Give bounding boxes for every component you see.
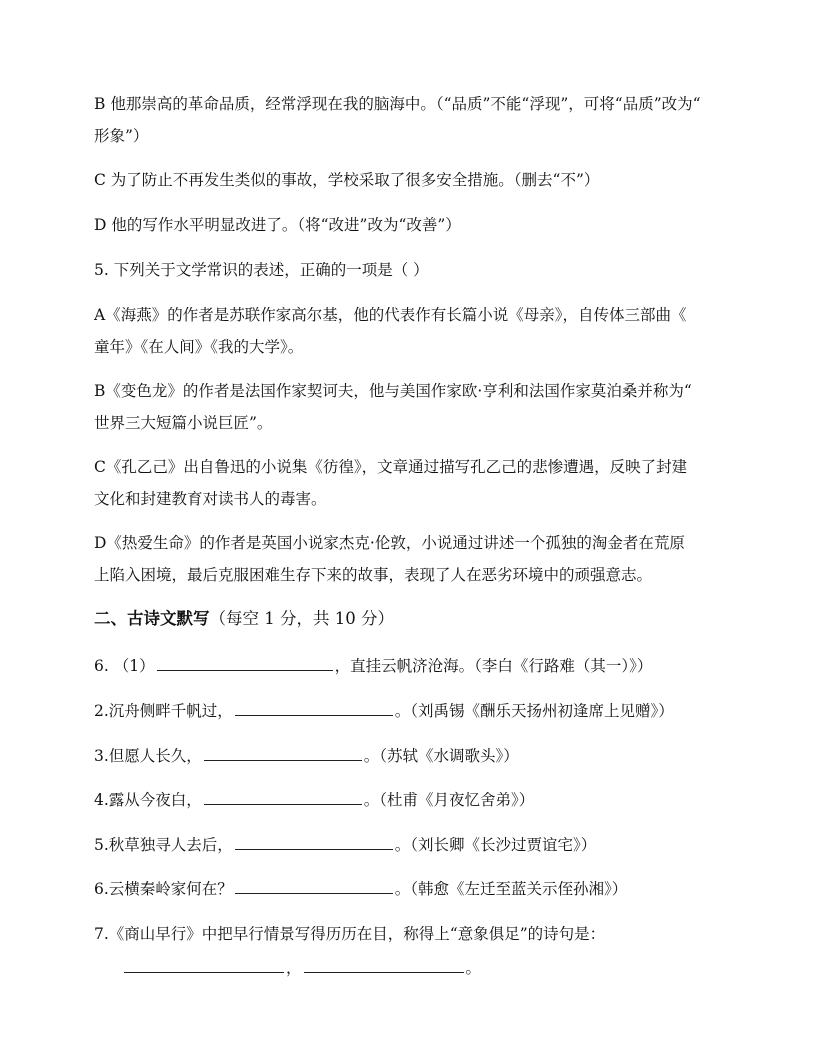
q5-option-a-line2: 童年》《在人间》《我的大学》。 — [94, 338, 304, 356]
answer-blank[interactable] — [235, 699, 393, 716]
q6-item-3-prefix: 3.但愿人长久， — [94, 747, 202, 765]
q4-option-b-line2: 形象”） — [94, 127, 149, 145]
q6-item-5-suffix: 。（刘长卿《长沙过贾谊宅》） — [394, 836, 597, 854]
q5-option-c-line1: C《孔乙己》出自鲁迅的小说集《彷徨》，文章通过描写孔乙己的悲惨遭遇，反映了封建 — [94, 458, 688, 476]
q4-option-d: D 他的写作水平明显改进了。（将“改进”改为“改善”） — [94, 216, 461, 234]
q7-end: 。 — [465, 959, 482, 977]
q7-separator: ， — [286, 959, 302, 977]
q6-item-1-prefix: 6. （1） — [94, 657, 155, 675]
q6-item-1 — [94, 650, 734, 682]
q5-option-b-line1: B《变色龙》的作者是法国作家契诃夫，他与美国作家欧·亨利和法国作家莫泊桑并称为“ — [94, 382, 692, 400]
answer-blank[interactable] — [235, 877, 393, 894]
q6-item-5-prefix: 5.秋草独寻人去后， — [94, 836, 233, 854]
answer-blank[interactable] — [124, 956, 284, 973]
q5-option-d-line1: D《热爱生命》的作者是英国小说家杰克·伦敦，小说通过讲述一个孤独的淘金者在荒原 — [94, 534, 685, 552]
q6-item-3 — [94, 740, 734, 772]
q6-item-4-prefix: 4.露从今夜白， — [94, 791, 202, 809]
q6-item-6-suffix: 。（韩愈《左迁至蓝关示侄孙湘》） — [394, 880, 628, 898]
q6-item-6 — [94, 873, 734, 905]
q5-option-a-line1: A《海燕》的作者是苏联作家高尔基，他的代表作有长篇小说《母亲》，自传体三部曲《 — [94, 306, 687, 324]
q6-item-2 — [94, 695, 734, 727]
q6-item-2-prefix: 2.沉舟侧畔千帆过， — [94, 702, 233, 720]
q4-option-b-line1: B 他那崇高的革命品质，经常浮现在我的脑海中。（“品质”不能“浮现”，可将“品质”改为“ — [94, 95, 701, 113]
answer-blank[interactable] — [157, 654, 333, 671]
section-heading — [94, 604, 394, 634]
q6-item-4 — [94, 784, 734, 816]
q6-item-4-suffix: 。（杜甫《月夜忆舍弟》） — [363, 791, 535, 809]
q6-item-1-suffix: ，直挂云帆济沧海。（李白《行路难（其一）》） — [334, 657, 653, 675]
answer-blank[interactable] — [204, 788, 362, 805]
q6-item-6-prefix: 6.云横秦岭家何在？ — [94, 880, 233, 898]
q4-option-c: C 为了防止不再发生类似的事故，学校采取了很多安全措施。（删去“不”） — [94, 171, 600, 189]
q7-stem: 7.《商山早行》中把早行情景写得历历在目，称得上“意象俱足”的诗句是： — [94, 925, 606, 943]
answer-blank[interactable] — [235, 833, 393, 850]
q5-option-b-line2: 世界三大短篇小说巨匠”。 — [94, 414, 273, 432]
section-title: 二、古诗文默写 — [94, 609, 210, 628]
q6-item-3-suffix: 。（苏轼《水调歌头》） — [363, 747, 519, 765]
answer-blank[interactable] — [304, 956, 464, 973]
q5-option-c-line2: 文化和封建教育对读书人的毒害。 — [94, 490, 327, 508]
answer-blank[interactable] — [204, 744, 362, 761]
q6-item-2-suffix: 。（刘禹锡《酬乐天扬州初逢席上见赠》） — [394, 702, 674, 720]
q5-stem: 5. 下列关于文学常识的表述，正确的一项是（ ） — [94, 261, 429, 279]
q7-answer-line — [122, 952, 762, 984]
q6-item-5 — [94, 829, 734, 861]
section-score: （每空 1 分，共 10 分） — [209, 609, 394, 628]
q5-option-d-line2: 上陷入困境，最后克服困难生存下来的故事，表现了人在恶劣环境中的顽强意志。 — [94, 566, 653, 584]
